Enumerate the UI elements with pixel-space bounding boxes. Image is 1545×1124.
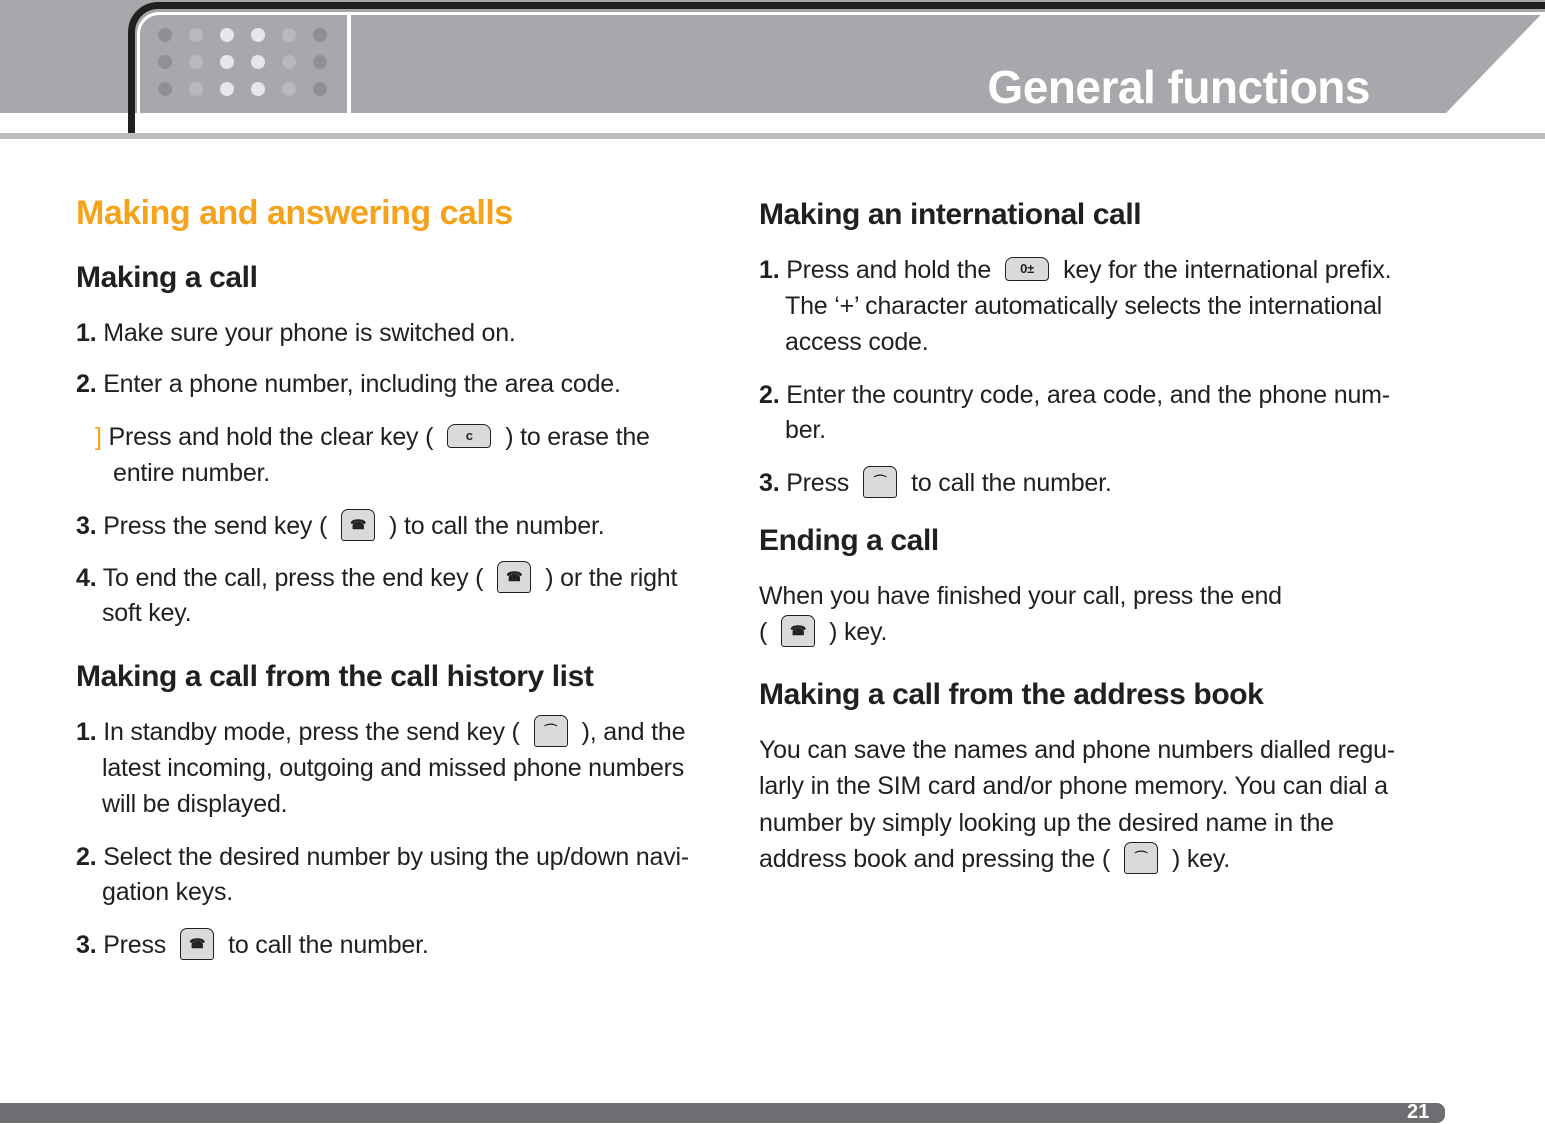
decor-dot — [313, 28, 327, 42]
step-1 — [759, 255, 1391, 285]
decor-dot — [189, 55, 203, 69]
heading-ending-call: Ending a call — [759, 524, 939, 557]
step-text: To end the call, press the end key ( — [102, 564, 484, 592]
paragraph-line — [759, 617, 887, 649]
step-text: to call the number. — [911, 469, 1112, 497]
step-number: 1. — [76, 718, 97, 746]
step-4 — [76, 563, 677, 595]
heading-international-call: Making an international call — [759, 198, 1142, 231]
decor-dot — [282, 55, 296, 69]
paragraph-text: ) key. — [829, 618, 888, 646]
step-text: ) or the right — [545, 564, 678, 592]
end-key-icon: ☎ — [341, 509, 375, 541]
decor-dot — [189, 28, 203, 42]
bullet-icon: ] — [95, 423, 102, 451]
decor-dot — [220, 28, 234, 42]
step-2 — [76, 369, 621, 399]
bullet-clear — [95, 422, 650, 452]
decor-dot — [158, 82, 172, 96]
step-2 — [759, 380, 1390, 410]
step-number: 3. — [76, 931, 97, 959]
send-key-icon: ⌒ — [534, 715, 568, 747]
decor-dot — [158, 55, 172, 69]
step-number: 2. — [759, 381, 780, 409]
step-1 — [76, 318, 516, 348]
decor-dot — [282, 28, 296, 42]
step-number: 1. — [76, 319, 97, 347]
paragraph-line: number by simply looking up the desired name in the — [759, 809, 1334, 837]
step-text: Select the desired number by using the up/down navi- — [103, 843, 689, 871]
step-number: 2. — [76, 843, 97, 871]
send-key-icon: ⌒ — [863, 466, 897, 498]
paragraph-text: ) key. — [1171, 845, 1231, 873]
dot-grid-decoration — [158, 28, 327, 96]
paragraph-line: When you have finished your call, press the end — [759, 582, 1282, 610]
end-key-icon: ☎ — [497, 561, 531, 593]
step-text-cont: soft key. — [102, 599, 192, 627]
step-text: Press the send key ( — [103, 512, 328, 540]
step-text-cont: will be displayed. — [102, 790, 288, 818]
paragraph-text: address book and pressing the ( — [759, 845, 1110, 873]
step-number: 4. — [76, 564, 97, 592]
bullet-text: ) to erase the — [505, 423, 650, 451]
step-text-cont: access code. — [785, 328, 929, 356]
send-key-icon: ⌒ — [1124, 842, 1158, 874]
page-number: 21 — [1407, 1101, 1430, 1123]
decor-dot — [189, 82, 203, 96]
step-number: 3. — [759, 469, 780, 497]
step-text: key for the international prefix. — [1063, 256, 1392, 284]
step-number: 1. — [759, 256, 780, 284]
paragraph-text: ( — [759, 618, 768, 646]
step-text: Enter a phone number, including the area code. — [103, 370, 621, 398]
end-key-icon: ☎ — [180, 928, 214, 960]
decor-dot — [313, 82, 327, 96]
header-separator — [347, 12, 351, 113]
step-3 — [76, 511, 604, 543]
step-number: 3. — [76, 512, 97, 540]
paragraph-line — [759, 844, 1230, 876]
clear-key-icon: c — [447, 424, 491, 448]
step-3 — [759, 468, 1112, 500]
step-text: Press and hold the — [786, 256, 992, 284]
step-text-cont: latest incoming, outgoing and missed phone numbers — [102, 754, 685, 782]
paragraph-line: larly in the SIM card and/or phone memory. You can dial a — [759, 772, 1388, 800]
footer-bar — [0, 1103, 1445, 1123]
decor-dot — [313, 55, 327, 69]
decor-dot — [251, 28, 265, 42]
decor-dot — [158, 28, 172, 42]
step-text-cont: The ‘+’ character automatically selects the international — [785, 292, 1383, 320]
step-text: to call the number. — [228, 931, 429, 959]
step-text-cont: gation keys. — [102, 878, 234, 906]
step-1 — [76, 717, 685, 749]
section-title: General functions — [987, 61, 1370, 113]
heading-address-book: Making a call from the address book — [759, 678, 1264, 711]
step-text: Enter the country code, area code, and the phone num- — [786, 381, 1390, 409]
step-text: Press — [786, 469, 850, 497]
decor-dot — [220, 55, 234, 69]
end-key-icon: ☎ — [781, 615, 815, 647]
step-text: ) to call the number. — [389, 512, 605, 540]
step-text: ), and the — [581, 718, 686, 746]
paragraph-line: You can save the names and phone numbers dialled regu- — [759, 736, 1395, 764]
step-3 — [76, 930, 429, 962]
bullet-text: Press and hold the clear key ( — [108, 423, 434, 451]
step-text: Press — [103, 931, 167, 959]
decor-dot — [251, 82, 265, 96]
step-text: In standby mode, press the send key ( — [103, 718, 520, 746]
heading-making-a-call: Making a call — [76, 261, 258, 294]
step-number: 2. — [76, 370, 97, 398]
step-text-cont: ber. — [785, 416, 826, 444]
step-2 — [76, 842, 689, 872]
decor-dot — [220, 82, 234, 96]
decor-dot — [282, 82, 296, 96]
heading-call-history: Making a call from the call history list — [76, 660, 594, 693]
step-text: Make sure your phone is switched on. — [103, 319, 516, 347]
page-heading: Making and answering calls — [76, 194, 513, 232]
bullet-text-cont: entire number. — [113, 459, 271, 487]
header-underline — [0, 133, 1545, 139]
zero-plus-key-icon: 0± — [1005, 257, 1049, 281]
decor-dot — [251, 55, 265, 69]
